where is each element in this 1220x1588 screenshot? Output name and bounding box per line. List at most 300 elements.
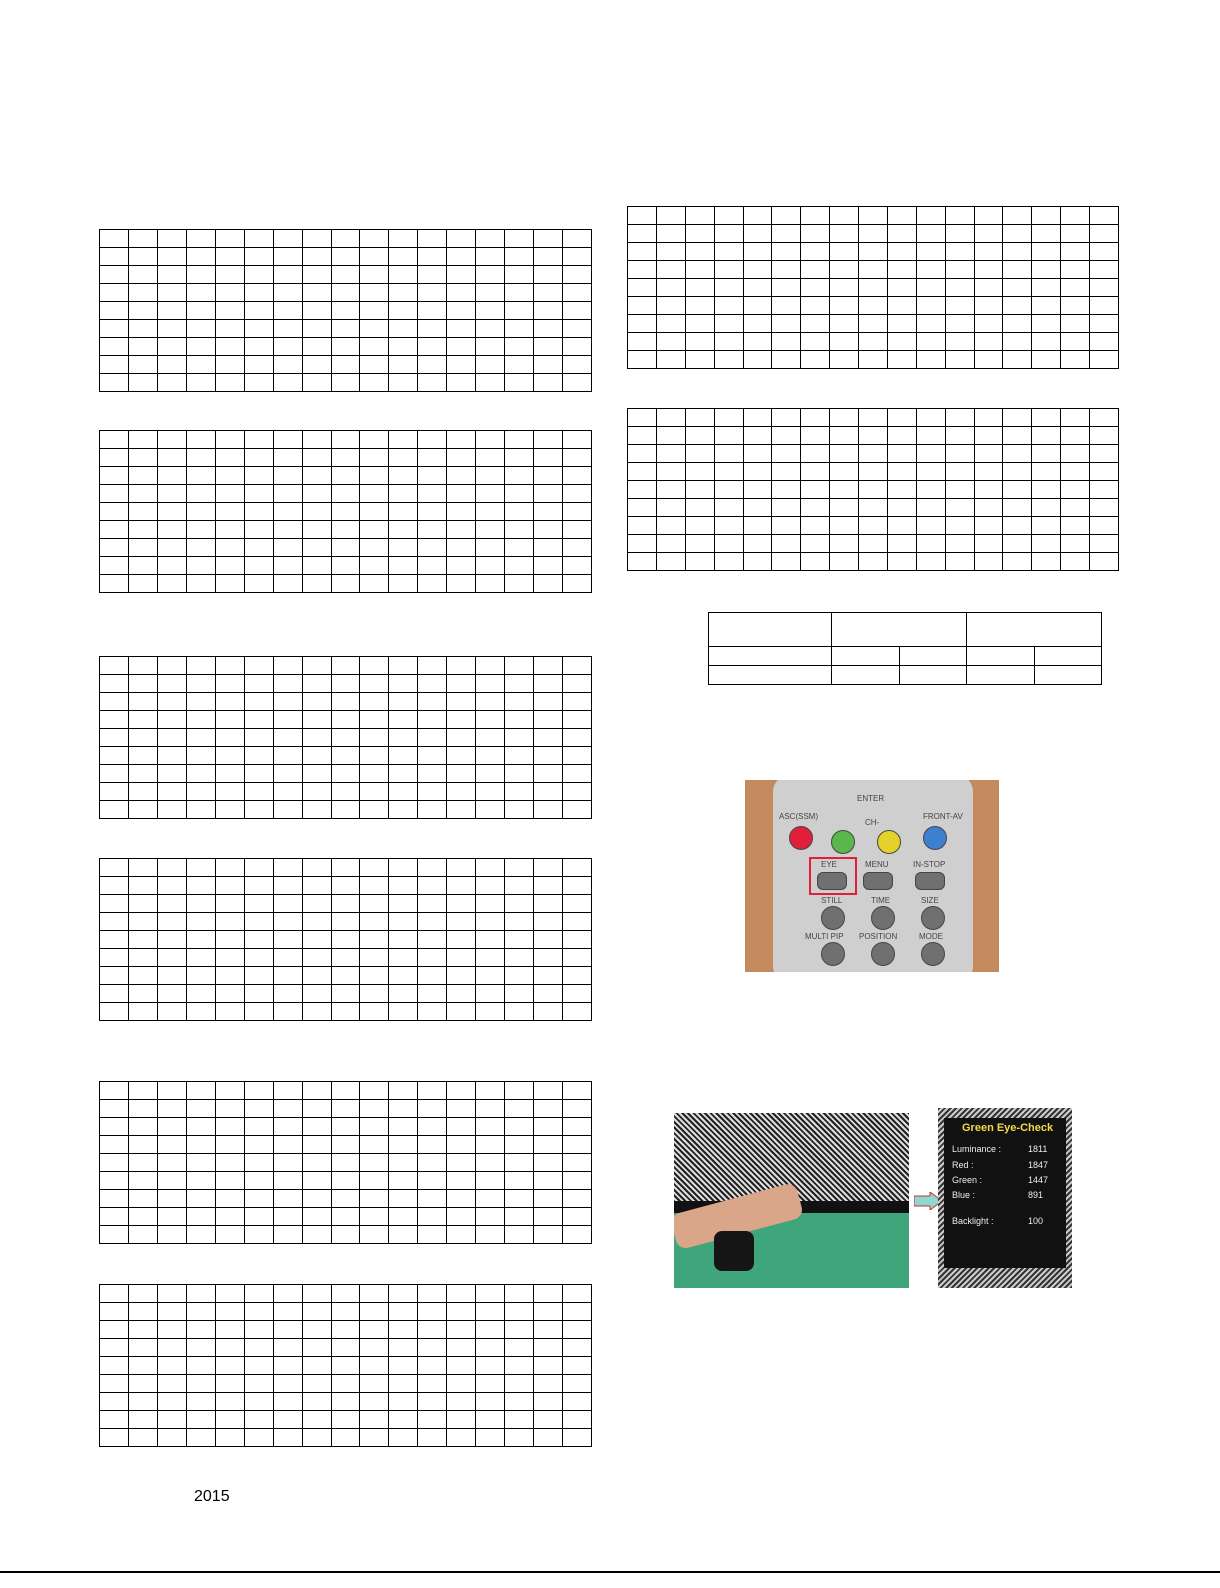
grid-cell xyxy=(389,895,418,913)
grid-cell xyxy=(100,302,129,320)
grid-cell xyxy=(418,801,447,819)
grid-cell xyxy=(215,729,244,747)
grid-cell xyxy=(685,409,714,427)
grid-cell xyxy=(887,427,916,445)
grid-cell xyxy=(534,1136,563,1154)
grid-cell xyxy=(418,503,447,521)
grid-cell xyxy=(302,320,331,338)
grid-cell xyxy=(685,297,714,315)
grid-cell xyxy=(1032,445,1061,463)
grid-cell xyxy=(743,315,772,333)
multi-pip-button xyxy=(821,942,845,966)
grid-cell xyxy=(360,1082,389,1100)
grid-cell xyxy=(128,1303,157,1321)
grid-cell xyxy=(215,1136,244,1154)
grid-cell xyxy=(916,409,945,427)
grid-cell xyxy=(801,553,830,571)
grid-row xyxy=(100,575,592,593)
grid-cell xyxy=(302,1003,331,1021)
grid-cell xyxy=(563,1172,592,1190)
grid-cell xyxy=(830,481,859,499)
grid-cell xyxy=(157,1118,186,1136)
grid-cell xyxy=(186,539,215,557)
grid-cell xyxy=(215,449,244,467)
grid-cell xyxy=(476,729,505,747)
summary-cell xyxy=(967,647,1035,666)
grid-cell xyxy=(801,481,830,499)
grid-cell xyxy=(389,1208,418,1226)
grid-cell xyxy=(418,1429,447,1447)
grid-cell xyxy=(505,1118,534,1136)
grid-cell xyxy=(1061,463,1090,481)
grid-cell xyxy=(801,297,830,315)
grid-cell xyxy=(186,675,215,693)
grid-cell xyxy=(418,675,447,693)
op2-button xyxy=(831,830,855,854)
grid-cell xyxy=(186,985,215,1003)
grid-cell xyxy=(505,1285,534,1303)
grid-cell xyxy=(974,261,1003,279)
grid-cell xyxy=(656,517,685,535)
grid-cell xyxy=(273,1136,302,1154)
grid-cell xyxy=(534,557,563,575)
grid-cell xyxy=(100,1190,129,1208)
grid-cell xyxy=(157,711,186,729)
grid-row xyxy=(100,783,592,801)
grid-cell xyxy=(273,949,302,967)
eye-row-label: Red : xyxy=(952,1160,974,1170)
grid-cell xyxy=(656,553,685,571)
grid-cell xyxy=(447,284,476,302)
grid-cell xyxy=(331,539,360,557)
grid-row xyxy=(628,499,1119,517)
grid-row xyxy=(100,1393,592,1411)
grid-cell xyxy=(534,302,563,320)
grid-cell xyxy=(563,1082,592,1100)
grid-cell xyxy=(743,225,772,243)
grid-cell xyxy=(714,409,743,427)
grid-cell xyxy=(418,521,447,539)
grid-cell xyxy=(563,374,592,392)
grid-cell xyxy=(273,895,302,913)
grid-cell xyxy=(389,356,418,374)
grid-cell xyxy=(1090,499,1119,517)
grid-cell xyxy=(273,1208,302,1226)
grid-cell xyxy=(389,266,418,284)
grid-cell xyxy=(331,949,360,967)
grid-cell xyxy=(563,949,592,967)
grid-cell xyxy=(447,1226,476,1244)
grid-cell xyxy=(974,463,1003,481)
grid-cell xyxy=(505,859,534,877)
grid-cell xyxy=(916,535,945,553)
grid-cell xyxy=(714,279,743,297)
grid-cell xyxy=(447,729,476,747)
grid-cell xyxy=(128,801,157,819)
grid-cell xyxy=(1003,315,1032,333)
grid-cell xyxy=(1003,409,1032,427)
grid-cell xyxy=(389,729,418,747)
grid-cell xyxy=(186,967,215,985)
grid-row xyxy=(628,225,1119,243)
grid-cell xyxy=(476,266,505,284)
grid-cell xyxy=(1003,427,1032,445)
grid-cell xyxy=(830,225,859,243)
grid-cell xyxy=(1003,297,1032,315)
grid-cell xyxy=(505,967,534,985)
grid-cell xyxy=(100,801,129,819)
grid-cell xyxy=(830,445,859,463)
grid-cell xyxy=(476,338,505,356)
grid-cell xyxy=(447,765,476,783)
grid-cell xyxy=(418,1190,447,1208)
grid-cell xyxy=(945,463,974,481)
grid-cell xyxy=(476,913,505,931)
grid-cell xyxy=(534,895,563,913)
grid-cell xyxy=(1090,297,1119,315)
grid-cell xyxy=(1032,481,1061,499)
grid-cell xyxy=(244,431,273,449)
grid-cell xyxy=(100,985,129,1003)
grid-cell xyxy=(534,859,563,877)
grid-cell xyxy=(215,1154,244,1172)
grid-cell xyxy=(534,284,563,302)
grid-cell xyxy=(360,356,389,374)
grid-cell xyxy=(563,1154,592,1172)
grid-cell xyxy=(447,374,476,392)
grid-cell xyxy=(916,207,945,225)
grid-cell xyxy=(476,1208,505,1226)
grid-cell xyxy=(628,243,657,261)
grid-cell xyxy=(389,557,418,575)
grid-row xyxy=(628,463,1119,481)
grid-cell xyxy=(1061,517,1090,535)
grid-cell xyxy=(974,517,1003,535)
grid-cell xyxy=(505,539,534,557)
grid-cell xyxy=(302,431,331,449)
grid-cell xyxy=(447,320,476,338)
grid-cell xyxy=(418,1303,447,1321)
grid-cell xyxy=(505,693,534,711)
grid-cell xyxy=(360,1190,389,1208)
grid-cell xyxy=(331,1303,360,1321)
grid-cell xyxy=(273,503,302,521)
grid-cell xyxy=(887,279,916,297)
grid-cell xyxy=(447,859,476,877)
grid-cell xyxy=(100,575,129,593)
grid-cell xyxy=(534,747,563,765)
grid-cell xyxy=(186,895,215,913)
grid-cell xyxy=(215,1321,244,1339)
grid-cell xyxy=(447,985,476,1003)
grid-cell xyxy=(505,1100,534,1118)
grid-cell xyxy=(418,913,447,931)
grid-row xyxy=(100,801,592,819)
grid-cell xyxy=(302,801,331,819)
eye-row-value: 1447 xyxy=(1028,1175,1049,1185)
grid-row xyxy=(628,279,1119,297)
grid-cell xyxy=(389,1154,418,1172)
eye-button-highlight xyxy=(809,857,857,895)
grid-cell xyxy=(505,747,534,765)
grid-cell xyxy=(389,747,418,765)
grid-cell xyxy=(563,248,592,266)
grid-cell xyxy=(563,521,592,539)
grid-cell xyxy=(244,449,273,467)
grid-cell xyxy=(505,877,534,895)
grid-cell xyxy=(656,409,685,427)
grid-cell xyxy=(447,1339,476,1357)
grid-cell xyxy=(563,747,592,765)
grid-cell xyxy=(215,266,244,284)
grid-cell xyxy=(685,427,714,445)
grid-cell xyxy=(447,1285,476,1303)
grid-cell xyxy=(389,467,418,485)
grid-cell xyxy=(418,985,447,1003)
grid-cell xyxy=(476,783,505,801)
eye-row-value: 891 xyxy=(1028,1190,1044,1200)
grid-cell xyxy=(360,284,389,302)
grid-cell xyxy=(186,266,215,284)
grid-cell xyxy=(534,1100,563,1118)
grid-cell xyxy=(186,711,215,729)
grid-cell xyxy=(302,338,331,356)
grid-cell xyxy=(476,575,505,593)
grid-cell xyxy=(128,711,157,729)
grid-cell xyxy=(302,467,331,485)
grid-cell xyxy=(100,1100,129,1118)
grid-cell xyxy=(331,729,360,747)
grid-cell xyxy=(331,485,360,503)
grid-cell xyxy=(128,1411,157,1429)
in-stop-button xyxy=(915,872,945,890)
grid-cell xyxy=(418,557,447,575)
grid-cell xyxy=(215,356,244,374)
grid-cell xyxy=(534,539,563,557)
grid-cell xyxy=(1032,535,1061,553)
grid-cell xyxy=(887,315,916,333)
grid-cell xyxy=(830,261,859,279)
grid-row xyxy=(100,467,592,485)
grid-cell xyxy=(186,575,215,593)
grid-cell xyxy=(563,320,592,338)
grid-row xyxy=(100,302,592,320)
grid-cell xyxy=(714,207,743,225)
summary-cell xyxy=(1034,647,1102,666)
eye-row-red xyxy=(952,1160,1049,1170)
grid-cell xyxy=(273,967,302,985)
grid-cell xyxy=(418,693,447,711)
grid-cell xyxy=(100,657,129,675)
grid-cell xyxy=(563,1226,592,1244)
grid-cell xyxy=(418,877,447,895)
grid-cell xyxy=(534,1285,563,1303)
grid-cell xyxy=(128,1100,157,1118)
grid-cell xyxy=(887,409,916,427)
grid-cell xyxy=(563,783,592,801)
grid-cell xyxy=(157,1411,186,1429)
grid-cell xyxy=(389,1003,418,1021)
grid-cell xyxy=(447,1357,476,1375)
grid-cell xyxy=(244,1118,273,1136)
grid-cell xyxy=(302,1136,331,1154)
grid-cell xyxy=(215,557,244,575)
grid-cell xyxy=(331,711,360,729)
grid-cell xyxy=(389,248,418,266)
grid-cell xyxy=(360,675,389,693)
grid-cell xyxy=(1003,553,1032,571)
grid-cell xyxy=(1090,427,1119,445)
grid-row xyxy=(100,931,592,949)
grid-cell xyxy=(215,284,244,302)
grid-cell xyxy=(505,521,534,539)
grid-cell xyxy=(505,1429,534,1447)
grid-cell xyxy=(974,535,1003,553)
grid-cell xyxy=(743,333,772,351)
grid-table-left-5 xyxy=(99,1081,592,1244)
grid-cell xyxy=(331,1154,360,1172)
grid-cell xyxy=(100,859,129,877)
grid-cell xyxy=(563,693,592,711)
grid-cell xyxy=(830,243,859,261)
grid-cell xyxy=(534,877,563,895)
grid-cell xyxy=(476,949,505,967)
grid-cell xyxy=(331,985,360,1003)
grid-cell xyxy=(360,1154,389,1172)
grid-cell xyxy=(273,859,302,877)
grid-cell xyxy=(505,1226,534,1244)
grid-cell xyxy=(302,1118,331,1136)
grid-row xyxy=(100,675,592,693)
grid-cell xyxy=(859,463,888,481)
grid-cell xyxy=(887,225,916,243)
grid-cell xyxy=(534,949,563,967)
grid-cell xyxy=(505,266,534,284)
grid-cell xyxy=(1032,225,1061,243)
grid-cell xyxy=(157,985,186,1003)
grid-cell xyxy=(974,333,1003,351)
grid-cell xyxy=(563,1100,592,1118)
grid-cell xyxy=(273,711,302,729)
grid-cell xyxy=(916,351,945,369)
grid-cell xyxy=(563,1136,592,1154)
grid-cell xyxy=(418,931,447,949)
grid-cell xyxy=(887,297,916,315)
grid-cell xyxy=(685,207,714,225)
grid-cell xyxy=(157,801,186,819)
grid-cell xyxy=(1090,553,1119,571)
grid-cell xyxy=(389,284,418,302)
grid-cell xyxy=(331,1375,360,1393)
grid-cell xyxy=(563,1003,592,1021)
grid-cell xyxy=(215,675,244,693)
grid-table-left-6 xyxy=(99,1284,592,1447)
grid-cell xyxy=(100,1375,129,1393)
grid-cell xyxy=(100,1172,129,1190)
grid-cell xyxy=(563,503,592,521)
grid-cell xyxy=(1032,261,1061,279)
grid-cell xyxy=(186,302,215,320)
grid-cell xyxy=(302,284,331,302)
grid-cell xyxy=(331,1003,360,1021)
grid-cell xyxy=(505,895,534,913)
grid-cell xyxy=(945,445,974,463)
grid-cell xyxy=(1032,463,1061,481)
grid-cell xyxy=(100,895,129,913)
grid-row xyxy=(628,535,1119,553)
grid-cell xyxy=(302,230,331,248)
grid-cell xyxy=(505,374,534,392)
grid-cell xyxy=(331,302,360,320)
grid-cell xyxy=(628,315,657,333)
grid-table-right-2 xyxy=(627,408,1119,571)
grid-cell xyxy=(360,557,389,575)
grid-cell xyxy=(801,225,830,243)
grid-cell xyxy=(157,302,186,320)
grid-cell xyxy=(418,302,447,320)
grid-cell xyxy=(273,1429,302,1447)
grid-cell xyxy=(157,913,186,931)
grid-cell xyxy=(389,913,418,931)
grid-cell xyxy=(447,931,476,949)
grid-cell xyxy=(628,279,657,297)
grid-cell xyxy=(157,949,186,967)
grid-cell xyxy=(360,374,389,392)
grid-cell xyxy=(685,243,714,261)
grid-cell xyxy=(1003,499,1032,517)
grid-cell xyxy=(128,503,157,521)
grid-cell xyxy=(157,1136,186,1154)
grid-cell xyxy=(244,320,273,338)
grid-cell xyxy=(1032,207,1061,225)
grid-cell xyxy=(830,315,859,333)
grid-cell xyxy=(100,931,129,949)
grid-cell xyxy=(859,499,888,517)
grid-cell xyxy=(563,431,592,449)
grid-cell xyxy=(714,297,743,315)
grid-cell xyxy=(418,1339,447,1357)
grid-cell xyxy=(476,1357,505,1375)
grid-cell xyxy=(128,1208,157,1226)
grid-cell xyxy=(714,225,743,243)
grid-cell xyxy=(360,266,389,284)
grid-cell xyxy=(1003,261,1032,279)
grid-cell xyxy=(945,333,974,351)
grid-cell xyxy=(772,297,801,315)
grid-cell xyxy=(772,427,801,445)
grid-cell xyxy=(389,320,418,338)
grid-cell xyxy=(244,1393,273,1411)
footer-line xyxy=(0,1571,1220,1573)
grid-cell xyxy=(215,1172,244,1190)
grid-cell xyxy=(859,481,888,499)
grid-cell xyxy=(476,1321,505,1339)
grid-cell xyxy=(505,1190,534,1208)
grid-cell xyxy=(743,427,772,445)
grid-cell xyxy=(505,1208,534,1226)
grid-cell xyxy=(244,539,273,557)
grid-cell xyxy=(244,931,273,949)
grid-cell xyxy=(505,320,534,338)
grid-cell xyxy=(389,1411,418,1429)
grid-row xyxy=(628,481,1119,499)
grid-cell xyxy=(1061,225,1090,243)
grid-cell xyxy=(186,765,215,783)
grid-cell xyxy=(331,1208,360,1226)
grid-cell xyxy=(302,1303,331,1321)
grid-cell xyxy=(418,1285,447,1303)
grid-cell xyxy=(302,985,331,1003)
